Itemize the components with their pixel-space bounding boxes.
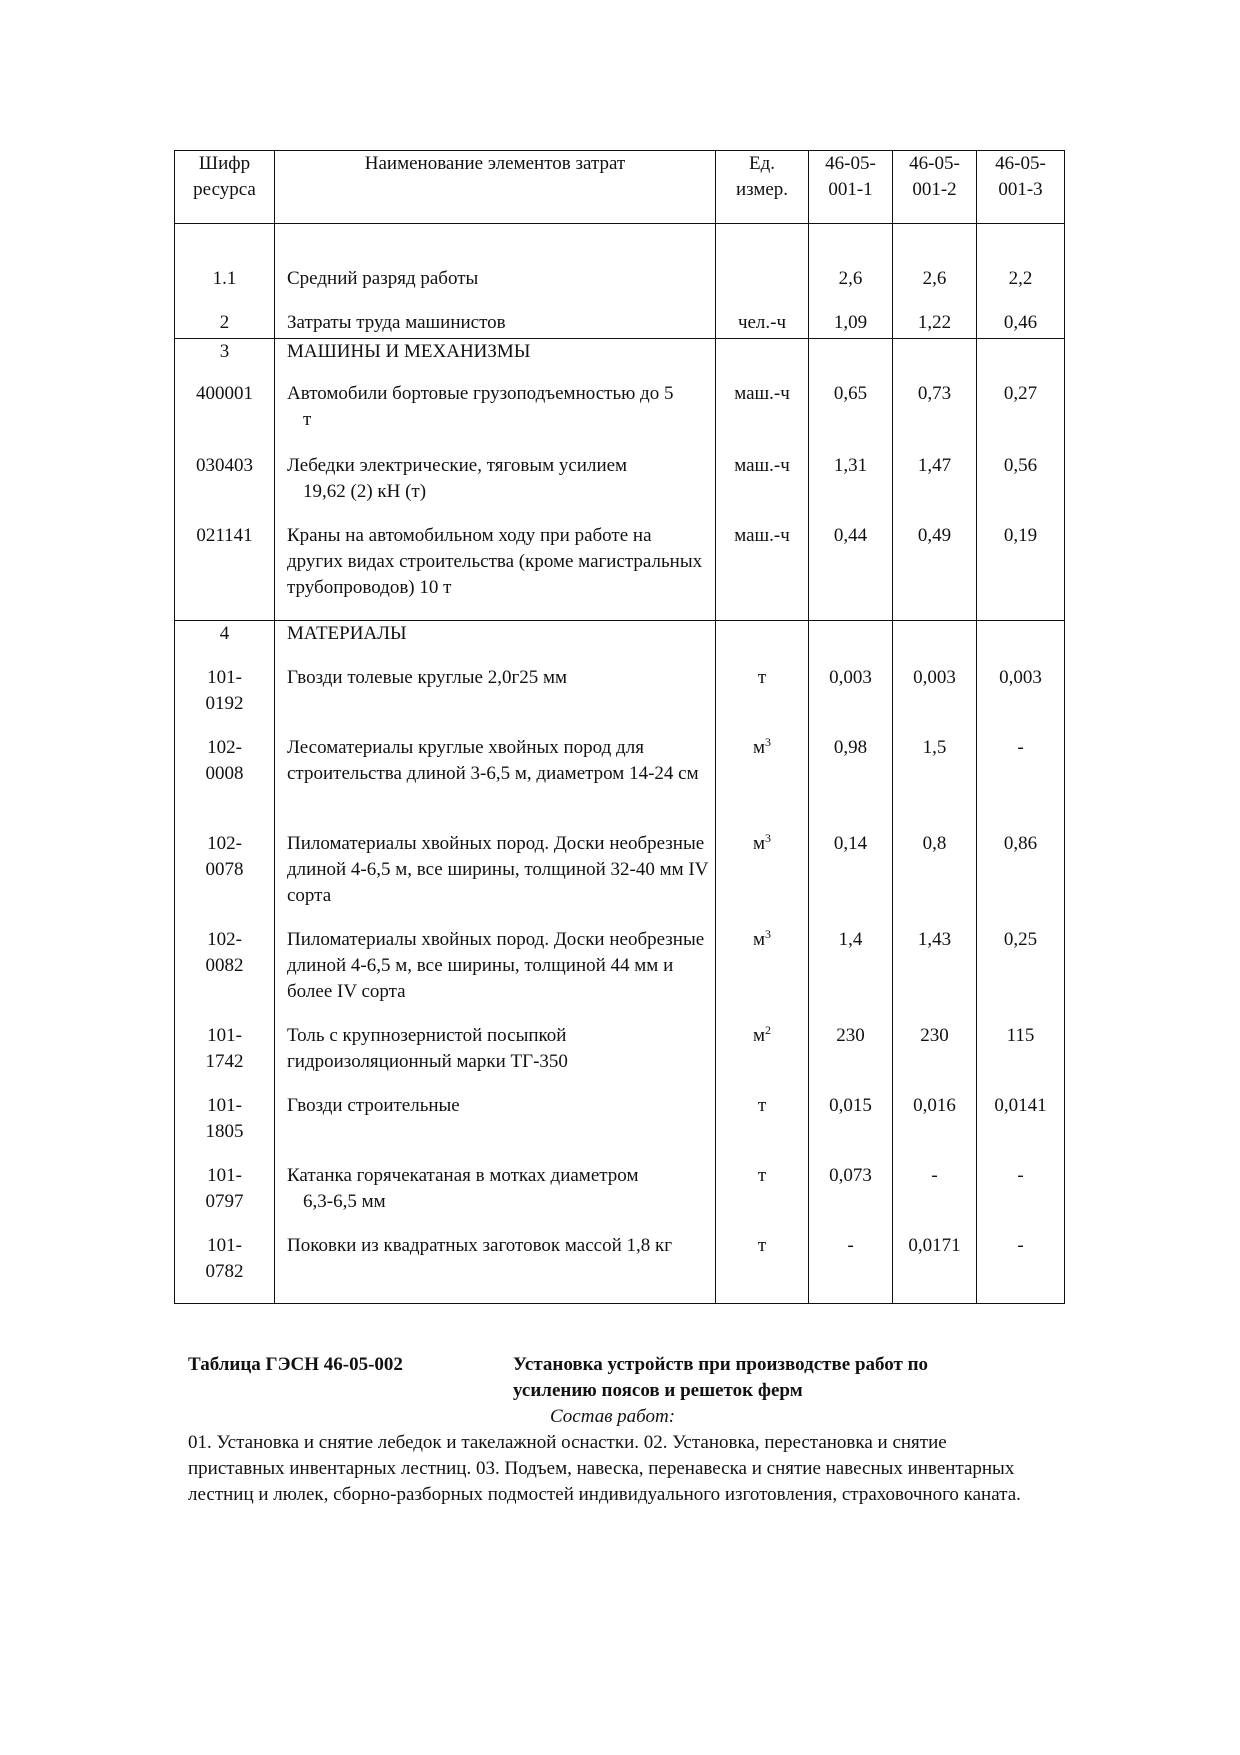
row-code: 101- 0782 xyxy=(175,1233,275,1304)
table-header-row xyxy=(175,151,1065,224)
row-value-1: 0,073 xyxy=(809,1163,893,1233)
table-row xyxy=(175,1023,1065,1093)
row-value-3: 0,25 xyxy=(977,927,1065,1023)
row-code: 101- 0192 xyxy=(175,665,275,735)
row-name: Гвозди толевые круглые 2,0г25 мм xyxy=(275,665,716,735)
row-code: 102- 0008 xyxy=(175,735,275,831)
row-unit: маш.-ч xyxy=(716,453,809,523)
row-value-2: 0,8 xyxy=(893,831,977,927)
row-value-2: 1,43 xyxy=(893,927,977,1023)
header-col1: 46-05- 001-1 xyxy=(809,151,893,224)
row-value-1: 0,003 xyxy=(809,665,893,735)
row-value-3: 0,19 xyxy=(977,523,1065,621)
table-row xyxy=(175,453,1065,523)
row-value-2: 0,49 xyxy=(893,523,977,621)
row-code: 102- 0078 xyxy=(175,831,275,927)
group-code: 3 xyxy=(175,339,275,382)
table-row xyxy=(175,224,1065,293)
works-heading: Состав работ: xyxy=(550,1406,676,1427)
row-unit: т xyxy=(716,1163,809,1233)
row-code: 400001 xyxy=(175,381,275,453)
row-unit: т xyxy=(716,665,809,735)
row-unit: чел.-ч xyxy=(716,292,809,339)
row-name: Автомобили бортовые грузоподъемностью до 5 т xyxy=(275,381,716,453)
table-row xyxy=(175,927,1065,1023)
row-value-2: 0,73 xyxy=(893,381,977,453)
row-value-3: 0,003 xyxy=(977,665,1065,735)
row-value-3: - xyxy=(977,1233,1065,1304)
works-description: 01. Установка и снятие лебедок и такелажной оснастки. 02. Установка, перестановка и снятие приставных инвентарных лестниц. 03. Подъем, навеска, перенавеска и снятие навесных инвентарных лестниц и люлек, сборно-разборных подмостей индивидуального изготовления, страховочного каната. xyxy=(188,1432,1021,1505)
row-value-3: 0,0141 xyxy=(977,1093,1065,1163)
row-value-3: 0,86 xyxy=(977,831,1065,927)
row-value-2: 1,5 xyxy=(893,735,977,831)
row-unit: $м^3$ xyxy=(716,735,809,831)
row-value-1: - xyxy=(809,1233,893,1304)
table-row xyxy=(175,292,1065,339)
row-value-1: 0,65 xyxy=(809,381,893,453)
table-title: Установка устройств при производстве работ по усилению поясов и решеток ферм xyxy=(513,1354,929,1401)
row-name: Поковки из квадратных заготовок массой 1,8 кг xyxy=(275,1233,716,1304)
row-name: Катанка горячекатаная в мотках диаметром 6,3-6,5 мм xyxy=(275,1163,716,1233)
row-name: Пиломатериалы хвойных пород. Доски необрезные длиной 4-6,5 м, все ширины, толщиной 44 мм и более IV сорта xyxy=(275,927,716,1023)
row-value-2: 1,22 xyxy=(893,292,977,339)
row-code: 030403 xyxy=(175,453,275,523)
row-unit: т xyxy=(716,1093,809,1163)
table-row xyxy=(175,1163,1065,1233)
table-row xyxy=(175,831,1065,927)
row-code: 101- 0797 xyxy=(175,1163,275,1233)
table-row xyxy=(175,1093,1065,1163)
row-code: 2 xyxy=(175,292,275,339)
row-value-1: 1,31 xyxy=(809,453,893,523)
row-value-3: 0,27 xyxy=(977,381,1065,453)
row-value-2: 230 xyxy=(893,1023,977,1093)
row-value-2: 0,016 xyxy=(893,1093,977,1163)
group-row-materials xyxy=(175,621,1065,666)
header-name: Наименование элементов затрат xyxy=(275,151,716,224)
row-value-1: 0,44 xyxy=(809,523,893,621)
row-name: Затраты труда машинистов xyxy=(275,292,716,339)
row-code: 101- 1805 xyxy=(175,1093,275,1163)
group-row-machines xyxy=(175,339,1065,382)
row-value-2: - xyxy=(893,1163,977,1233)
row-value-1: 230 xyxy=(809,1023,893,1093)
row-unit: т xyxy=(716,1233,809,1304)
row-name: Средний разряд работы xyxy=(275,224,716,293)
row-value-1: 2,6 xyxy=(809,224,893,293)
row-value-2: 0,003 xyxy=(893,665,977,735)
table-row xyxy=(175,523,1065,621)
row-value-1: 1,4 xyxy=(809,927,893,1023)
row-name: Пиломатериалы хвойных пород. Доски необрезные длиной 4-6,5 м, все ширины, толщиной 32-40 мм IV сорта xyxy=(275,831,716,927)
row-code: 101- 1742 xyxy=(175,1023,275,1093)
row-name: Лебедки электрические, тяговым усилием 19,62 (2) кН (т) xyxy=(275,453,716,523)
row-code: 1.1 xyxy=(175,224,275,293)
row-name: Толь с крупнозернистой посыпкой гидроизоляционный марки ТГ-350 xyxy=(275,1023,716,1093)
row-value-2: 1,47 xyxy=(893,453,977,523)
row-name: Краны на автомобильном ходу при работе на других видах строительства (кроме магистральных трубопроводов) 10 т xyxy=(275,523,716,621)
row-unit xyxy=(716,224,809,293)
table-row xyxy=(175,381,1065,453)
row-unit: $м^3$ xyxy=(716,831,809,927)
row-unit: маш.-ч xyxy=(716,381,809,453)
row-value-1: 0,14 xyxy=(809,831,893,927)
group-code: 4 xyxy=(175,621,275,666)
row-value-3: - xyxy=(977,1163,1065,1233)
row-value-1: 0,98 xyxy=(809,735,893,831)
row-unit: $м^3$ xyxy=(716,927,809,1023)
table-row xyxy=(175,735,1065,831)
row-name: Лесоматериалы круглые хвойных пород для строительства длиной 3-6,5 м, диаметром 14-24 см xyxy=(275,735,716,831)
row-value-3: 0,46 xyxy=(977,292,1065,339)
group-title: МАШИНЫ И МЕХАНИЗМЫ xyxy=(275,339,716,382)
table-row xyxy=(175,1233,1065,1304)
row-value-1: 0,015 xyxy=(809,1093,893,1163)
header-unit: Ед. измер. xyxy=(716,151,809,224)
header-code: Шифр ресурса xyxy=(175,151,275,224)
row-unit: $м^2$ xyxy=(716,1023,809,1093)
row-code: 102- 0082 xyxy=(175,927,275,1023)
resource-table xyxy=(174,150,1065,1304)
row-value-3: - xyxy=(977,735,1065,831)
header-col3: 46-05- 001-3 xyxy=(977,151,1065,224)
row-value-3: 0,56 xyxy=(977,453,1065,523)
table-id: Таблица ГЭСН 46-05-002 xyxy=(188,1354,403,1375)
row-value-2: 2,6 xyxy=(893,224,977,293)
row-value-1: 1,09 xyxy=(809,292,893,339)
header-col2: 46-05- 001-2 xyxy=(893,151,977,224)
group-title: МАТЕРИАЛЫ xyxy=(275,621,716,666)
row-value-3: 115 xyxy=(977,1023,1065,1093)
row-value-3: 2,2 xyxy=(977,224,1065,293)
row-name: Гвозди строительные xyxy=(275,1093,716,1163)
row-value-2: 0,0171 xyxy=(893,1233,977,1304)
table-row xyxy=(175,665,1065,735)
row-unit: маш.-ч xyxy=(716,523,809,621)
row-code: 021141 xyxy=(175,523,275,621)
